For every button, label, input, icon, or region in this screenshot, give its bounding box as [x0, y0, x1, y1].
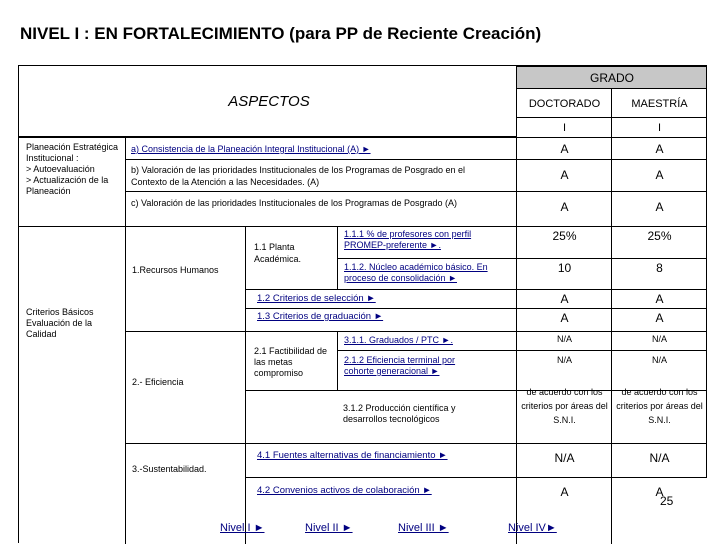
- row-41-doc: [516, 443, 612, 478]
- row-41-link[interactable]: 4.1 Fuentes alternativas de financiamiento ►: [257, 450, 448, 461]
- row-c-label: c) Valoración de las prioridades Institucionales de los Programas de Posgrado (A): [131, 198, 457, 208]
- row-311-link[interactable]: 3.1.1. Graduados / PTC ►.: [344, 335, 453, 345]
- row-212-doc-value: N/A: [556, 355, 572, 365]
- planeacion-label: Planeación Estratégica Institucional : > Autoevaluación > Actualización de la Planeación: [26, 142, 119, 196]
- row-311-doc: [516, 331, 612, 351]
- row-13-mae: [611, 308, 707, 332]
- row-a-doc-value: A: [560, 142, 569, 156]
- row-42-mae: [611, 477, 707, 544]
- row-312: [245, 390, 517, 444]
- nav-nivel-2[interactable]: Nivel II ►: [305, 522, 353, 534]
- row-311-mae: [611, 331, 707, 351]
- row-a-link[interactable]: a) Consistencia de la Planeación Integral Institucional (A) ►: [131, 144, 371, 154]
- row-42: [245, 477, 517, 544]
- grado-header: [516, 66, 707, 89]
- factibilidad-cell: [245, 331, 338, 391]
- nivel-mae-label: I: [657, 122, 662, 134]
- factibilidad-label: 2.1 Factibilidad de las metas compromiso: [254, 346, 328, 378]
- doctorado-header: [516, 88, 612, 118]
- row-111-mae: [611, 226, 707, 259]
- criteria-table: [18, 65, 707, 543]
- row-111: [337, 226, 517, 259]
- row-c: [125, 191, 517, 227]
- nav-nivel-3[interactable]: Nivel III ►: [398, 522, 449, 534]
- nav-nivel-4[interactable]: Nivel IV►: [508, 522, 557, 534]
- maestria-label: MAESTRÍA: [631, 98, 688, 110]
- row-112: [337, 258, 517, 290]
- maestria-header: [611, 88, 707, 118]
- row-312-mae-value: de acuerdo con los criterios por áreas del S.N.I.: [616, 387, 703, 425]
- row-a-mae-value: A: [655, 142, 664, 156]
- row-42-mae-value: A: [655, 485, 664, 499]
- row-c-mae: [611, 191, 707, 227]
- row-42-link[interactable]: 4.2 Convenios activos de colaboración ►: [257, 485, 432, 496]
- row-212-mae-value: N/A: [651, 355, 667, 365]
- row-b-doc: [516, 159, 612, 192]
- row-12-mae: [611, 289, 707, 309]
- row-111-doc-value: 25%: [552, 229, 577, 243]
- row-311-mae-value: N/A: [651, 334, 667, 344]
- row-13-doc-value: A: [560, 311, 569, 325]
- page-number: 25: [660, 494, 674, 508]
- row-12: [245, 289, 517, 309]
- row-b-mae: [611, 159, 707, 192]
- row-a: [125, 137, 517, 160]
- criterios-cell: [19, 226, 126, 544]
- row-12-doc-value: A: [560, 292, 569, 306]
- row-212: [337, 350, 517, 391]
- row-312-label: 3.1.2 Producción científica y desarrollos tecnológicos: [343, 403, 456, 424]
- row-b-mae-value: A: [655, 168, 664, 182]
- recursos-cell: [125, 226, 246, 332]
- row-112-link[interactable]: 1.1.2. Núcleo académico básico. En proceso de consolidación ►: [344, 262, 488, 283]
- row-12-link[interactable]: 1.2 Criterios de selección ►: [257, 293, 376, 304]
- row-312-mae: [611, 387, 707, 444]
- row-112-mae: [611, 258, 707, 290]
- nivel-doc: [516, 117, 612, 138]
- row-a-doc: [516, 137, 612, 160]
- row-111-doc: [516, 226, 612, 259]
- row-12-doc: [516, 289, 612, 309]
- row-312-doc-value: de acuerdo con los criterios por áreas del S.N.I.: [521, 387, 608, 425]
- eficiencia-cell: [125, 331, 246, 444]
- row-13-link[interactable]: 1.3 Criterios de graduación ►: [257, 311, 384, 322]
- row-111-link[interactable]: 1.1.1 % de profesores con perfil PROMEP-preferente ►.: [344, 229, 472, 250]
- aspectos-header: [19, 66, 517, 137]
- row-b: [125, 159, 517, 192]
- row-b-label: b) Valoración de las prioridades Institucionales de los Programas de Posgrado en el Contexto de la Atención a las Necesidades. (A): [131, 165, 466, 187]
- criterios-label: Criterios Básicos Evaluación de la Calidad: [26, 307, 94, 339]
- row-a-mae: [611, 137, 707, 160]
- eficiencia-label: 2.- Eficiencia: [132, 377, 184, 387]
- row-c-doc: [516, 191, 612, 227]
- grado-label: GRADO: [589, 71, 634, 85]
- row-111-mae-value: 25%: [647, 229, 672, 243]
- row-42-doc-value: A: [560, 485, 569, 499]
- row-c-doc-value: A: [560, 200, 569, 214]
- row-13-doc: [516, 308, 612, 332]
- row-311: [337, 331, 517, 351]
- row-311-doc-value: N/A: [556, 334, 572, 344]
- row-41-mae-value: N/A: [649, 451, 670, 465]
- nivel-doc-label: I: [562, 122, 567, 134]
- nivel-mae: [611, 117, 707, 138]
- aspectos-label: ASPECTOS: [228, 93, 310, 110]
- doctorado-label: DOCTORADO: [528, 98, 601, 110]
- row-13-mae-value: A: [655, 311, 664, 325]
- row-13: [245, 308, 517, 332]
- planta-cell: [245, 226, 338, 290]
- row-312-doc: [516, 387, 612, 444]
- row-41-mae: [611, 443, 707, 478]
- row-12-mae-value: A: [655, 292, 664, 306]
- recursos-label: 1.Recursos Humanos: [132, 265, 219, 275]
- row-b-doc-value: A: [560, 168, 569, 182]
- planta-label: 1.1 Planta Académica.: [254, 242, 302, 264]
- planeacion-cell: [19, 137, 126, 227]
- page-title: NIVEL I : EN FORTALECIMIENTO (para PP de Reciente Creación): [20, 24, 542, 43]
- row-212-link[interactable]: 2.1.2 Eficiencia terminal por cohorte generacional ►: [344, 355, 456, 376]
- row-c-mae-value: A: [655, 200, 664, 214]
- row-41-doc-value: N/A: [554, 451, 575, 465]
- sustentabilidad-label: 3.-Sustentabilidad.: [132, 464, 207, 474]
- row-112-doc-value: 10: [557, 261, 572, 275]
- row-112-doc: [516, 258, 612, 290]
- nav-nivel-1[interactable]: Nivel I ►: [220, 522, 265, 534]
- row-112-mae-value: 8: [656, 261, 663, 275]
- row-41: [245, 443, 517, 478]
